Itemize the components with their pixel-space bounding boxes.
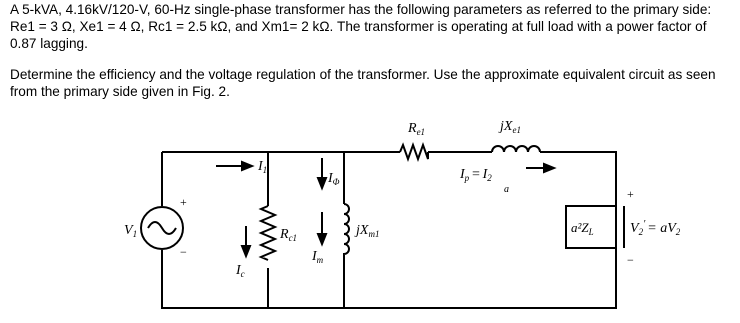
ic-arrowhead (242, 246, 250, 256)
i1-arrowhead (242, 162, 252, 170)
problem-statement: A 5-kVA, 4.16kV/120-V, 60-Hz single-phase transformer has the following parameters as referred to the primary side: Re1 = 3 Ω, Xe1 = 4 Ω, Rc1 = 2.5 kΩ, and Xm1= 2 kΩ. The transformer is operating at full load with a power factor of 0.87 lagging. (10, 2, 712, 51)
rc1-resistor (261, 206, 275, 260)
im-arrowhead (318, 234, 326, 244)
xm1-label: $jX_{m1}$ (356, 223, 380, 239)
source-minus: − (180, 245, 187, 259)
re1-label: $R_{e1}$ (408, 121, 426, 137)
iphi-label: $I_\Phi$ (328, 171, 340, 187)
xm1-inductor (344, 204, 349, 258)
im-label: $I_m$ (312, 249, 324, 265)
load-plus: + (627, 187, 634, 201)
rc1-label: $R_{c1}$ (280, 227, 298, 243)
i1-label: $I_1$ (258, 159, 268, 175)
re1-resistor (400, 145, 428, 159)
equivalent-circuit-figure (0, 108, 740, 323)
xe1-label: $jX_{e1}$ (500, 119, 521, 135)
ip-denominator: a (504, 184, 509, 195)
iphi-arrowhead (318, 178, 326, 188)
v1-label: $V_1$ (124, 223, 138, 239)
bottom-wire (162, 152, 616, 308)
xe1-inductor (492, 146, 542, 152)
ip-label: $I_p = I_2$ (460, 167, 492, 183)
ip-arrowhead (544, 164, 554, 172)
top-wire (162, 152, 616, 206)
load-minus: − (627, 253, 634, 267)
source-plus: + (180, 195, 187, 209)
v2-label: $V_2' = aV_2$ (630, 219, 681, 237)
load-label: $a^2Z_L$ (571, 220, 594, 237)
ic-label: $I_c$ (236, 263, 245, 279)
ac-source-wave (148, 222, 176, 234)
problem-question: Determine the efficiency and the voltage regulation of the transformer. Use the approximate equivalent circuit as seen from the primary side given in Fig. 2. (10, 67, 716, 99)
